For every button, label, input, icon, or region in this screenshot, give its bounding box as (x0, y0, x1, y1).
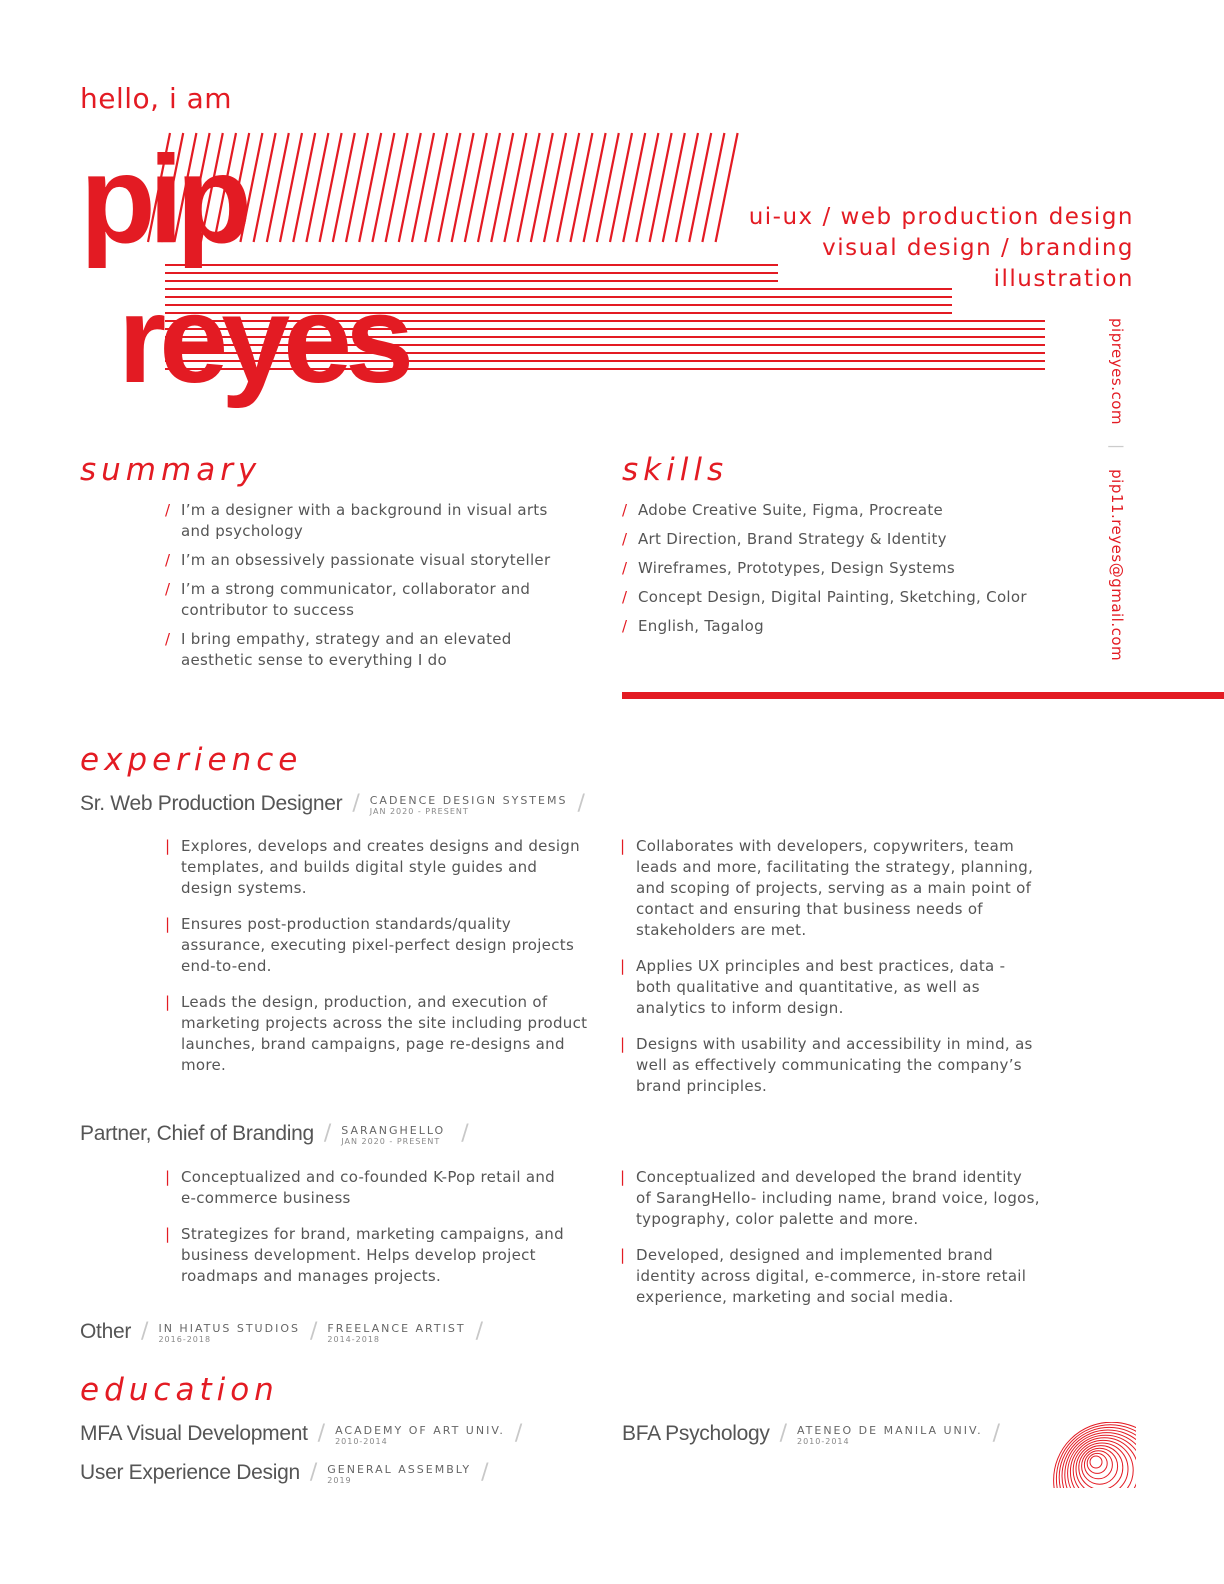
degree: User Experience Design (80, 1461, 300, 1484)
hatch-line (636, 133, 658, 242)
list-item: / I’m a strong communicator, collaborator and contributor to success (165, 579, 565, 621)
slash-divider: / (992, 1421, 1001, 1446)
hatch-line (412, 133, 434, 242)
education-item (622, 1422, 1010, 1447)
accent-divider (622, 692, 1224, 699)
list-item: / Concept Design, Digital Painting, Sketching, Color (622, 587, 1062, 608)
hatch-line (531, 133, 553, 242)
list-item: | Strategizes for brand, marketing campaigns, and business development. Helps develop project roadmaps and manages projects. (165, 1224, 575, 1287)
school-date: 2010-2014 (335, 1437, 388, 1446)
hatch-line (254, 133, 276, 242)
hatch-line (716, 133, 738, 242)
last-name: reyes (118, 271, 408, 409)
org-name: CADENCE DESIGN SYSTEMS (369, 794, 568, 807)
hatch-line (623, 133, 645, 242)
experience-heading: experience (80, 742, 303, 778)
arc-ring (1090, 1456, 1102, 1468)
org-date: 2014-2018 (327, 1335, 380, 1344)
slash-divider: / (481, 1460, 489, 1485)
hatch-line (557, 133, 579, 242)
list-item: / I’m an obsessively passionate visual storyteller (165, 550, 565, 571)
list-item: | Conceptualized and developed the brand identity of SarangHello- including name, brand voice, logos, typography, color palette and more. (620, 1167, 1040, 1230)
list-item: | Developed, designed and implemented brand identity across digital, e-commerce, in-store retail experience, marketing and social media. (620, 1245, 1040, 1308)
hatch-line (650, 133, 672, 242)
hatch-line (333, 133, 355, 242)
job-org (158, 1320, 300, 1345)
hatch-line (702, 133, 724, 242)
slash-divider: / (475, 1319, 483, 1344)
job-duties-left (165, 1167, 575, 1302)
org-date: JAN 2020 - PRESENT (341, 1137, 441, 1146)
list-item: / I’m a designer with a background in visual arts and psychology (165, 500, 565, 542)
job-org (341, 1122, 445, 1147)
other-title: Other (80, 1320, 132, 1343)
hatch-line (584, 133, 606, 242)
hatch-line (689, 133, 711, 242)
hatch-line (518, 133, 540, 242)
hatch-line (663, 133, 685, 242)
hatch-line (597, 133, 619, 242)
school-name: ATENEO DE MANILA UNIV. (796, 1424, 983, 1437)
hatch-line (438, 133, 460, 242)
summary-list (165, 500, 565, 679)
slash-divider: / (779, 1421, 787, 1446)
skills-list (622, 500, 1062, 645)
hatch-line (320, 133, 342, 242)
hatch-line (293, 133, 315, 242)
hatch-line (610, 133, 632, 242)
slash-divider: / (577, 791, 585, 816)
hatch-line (425, 133, 447, 242)
education-item (80, 1461, 499, 1486)
list-item: | Conceptualized and co-founded K-Pop retail and e-commerce business (165, 1167, 575, 1209)
list-item: | Designs with usability and accessibility in mind, as well as effectively communicating the company’s brand principles. (620, 1034, 1040, 1097)
slash-divider: / (352, 791, 360, 816)
hatch-line (465, 133, 487, 242)
slash-divider: / (514, 1421, 523, 1446)
slash-divider: / (141, 1319, 149, 1344)
list-item: | Ensures post-production standards/quality assurance, executing pixel-perfect design projects end-to-end. (165, 914, 590, 977)
hatch-line (544, 133, 566, 242)
hatch-line (346, 133, 368, 242)
list-item: / I bring empathy, strategy and an elevated aesthetic sense to everything I do (165, 629, 565, 671)
contact-separator: | (1108, 444, 1126, 450)
hatch-line (386, 133, 408, 242)
org-date: JAN 2020 - PRESENT (369, 807, 469, 816)
job-title: Partner, Chief of Branding (80, 1122, 314, 1145)
job-org (327, 1320, 465, 1345)
job-duties-right (620, 836, 1040, 1112)
job-header (80, 1122, 479, 1147)
list-item: | Leads the design, production, and execution of marketing projects across the site including product launches, brand campaigns, page re-designs and more. (165, 992, 590, 1076)
list-item: | Collaborates with developers, copywriters, team leads and more, facilitating the strategy, planning, and scoping of projects, serving as a main point of contact and ensuring that business needs of stakeholders are met. (620, 836, 1040, 941)
school (335, 1422, 505, 1447)
school-name: GENERAL ASSEMBLY (327, 1463, 472, 1476)
school-date: 2019 (327, 1476, 352, 1485)
job-header (80, 792, 595, 817)
hatch-line (280, 133, 302, 242)
slash-divider: / (317, 1421, 326, 1446)
hatch-line (491, 133, 513, 242)
org-date: 2016-2018 (158, 1335, 212, 1344)
school (797, 1422, 983, 1447)
school-name: ACADEMY OF ART UNIV. (335, 1424, 505, 1437)
list-item: / Adobe Creative Suite, Figma, Procreate (622, 500, 1062, 521)
org-name: IN HIATUS STUDIOS (158, 1322, 300, 1335)
slash-divider: / (309, 1319, 318, 1344)
arc-ring (1079, 1446, 1123, 1490)
school (327, 1461, 471, 1486)
org-name: SARANGHELLO (341, 1124, 446, 1137)
hatch-line (306, 133, 328, 242)
arc-ring (1084, 1451, 1112, 1479)
role-line: ui-ux / web production design (748, 204, 1134, 230)
concentric-arcs-logo (1010, 1422, 1136, 1492)
hatch-line (452, 133, 474, 242)
job-title: Sr. Web Production Designer (80, 792, 343, 815)
slash-divider: / (309, 1460, 318, 1485)
list-item: | Applies UX principles and best practices, data - both qualitative and quantitative, as well as analytics to inform design. (620, 956, 1040, 1019)
email-link[interactable]: pip11.reyes@gmail.com (1108, 469, 1126, 662)
hatch-line (570, 133, 592, 242)
role-list (749, 202, 1134, 295)
list-item: | Explores, develops and creates designs and design templates, and builds digital style guides and design systems. (165, 836, 590, 899)
hatch-line (504, 133, 526, 242)
hatch-line (267, 133, 289, 242)
list-item: / English, Tagalog (622, 616, 1062, 637)
job-duties-left (165, 836, 590, 1091)
list-item: / Wireframes, Prototypes, Design Systems (622, 558, 1062, 579)
list-item: / Art Direction, Brand Strategy & Identity (622, 529, 1062, 550)
greeting: hello, i am (80, 82, 233, 115)
education-heading: education (80, 1372, 279, 1408)
skills-heading: skills (622, 452, 729, 488)
first-name: pip (80, 131, 245, 269)
education-item (80, 1422, 532, 1447)
hatch-line (478, 133, 500, 242)
contact-info (1108, 318, 1126, 661)
job-org (370, 792, 568, 817)
role-line: visual design / branding (822, 235, 1134, 261)
hatch-line (676, 133, 698, 242)
slash-divider: / (323, 1121, 332, 1146)
slash-divider: / (461, 1121, 469, 1146)
school-date: 2010-2014 (796, 1437, 850, 1446)
summary-heading: summary (80, 452, 262, 488)
job-duties-right (620, 1167, 1040, 1323)
hatch-line (372, 133, 394, 242)
degree: MFA Visual Development (80, 1422, 308, 1445)
hatch-line (399, 133, 421, 242)
org-name: FREELANCE ARTIST (327, 1322, 466, 1335)
role-line: illustration (993, 266, 1134, 292)
arc-ring (1076, 1443, 1128, 1492)
degree: BFA Psychology (622, 1422, 770, 1445)
website-link[interactable]: pipreyes.com (1108, 318, 1126, 426)
hatch-line (359, 133, 381, 242)
other-header (80, 1320, 493, 1345)
